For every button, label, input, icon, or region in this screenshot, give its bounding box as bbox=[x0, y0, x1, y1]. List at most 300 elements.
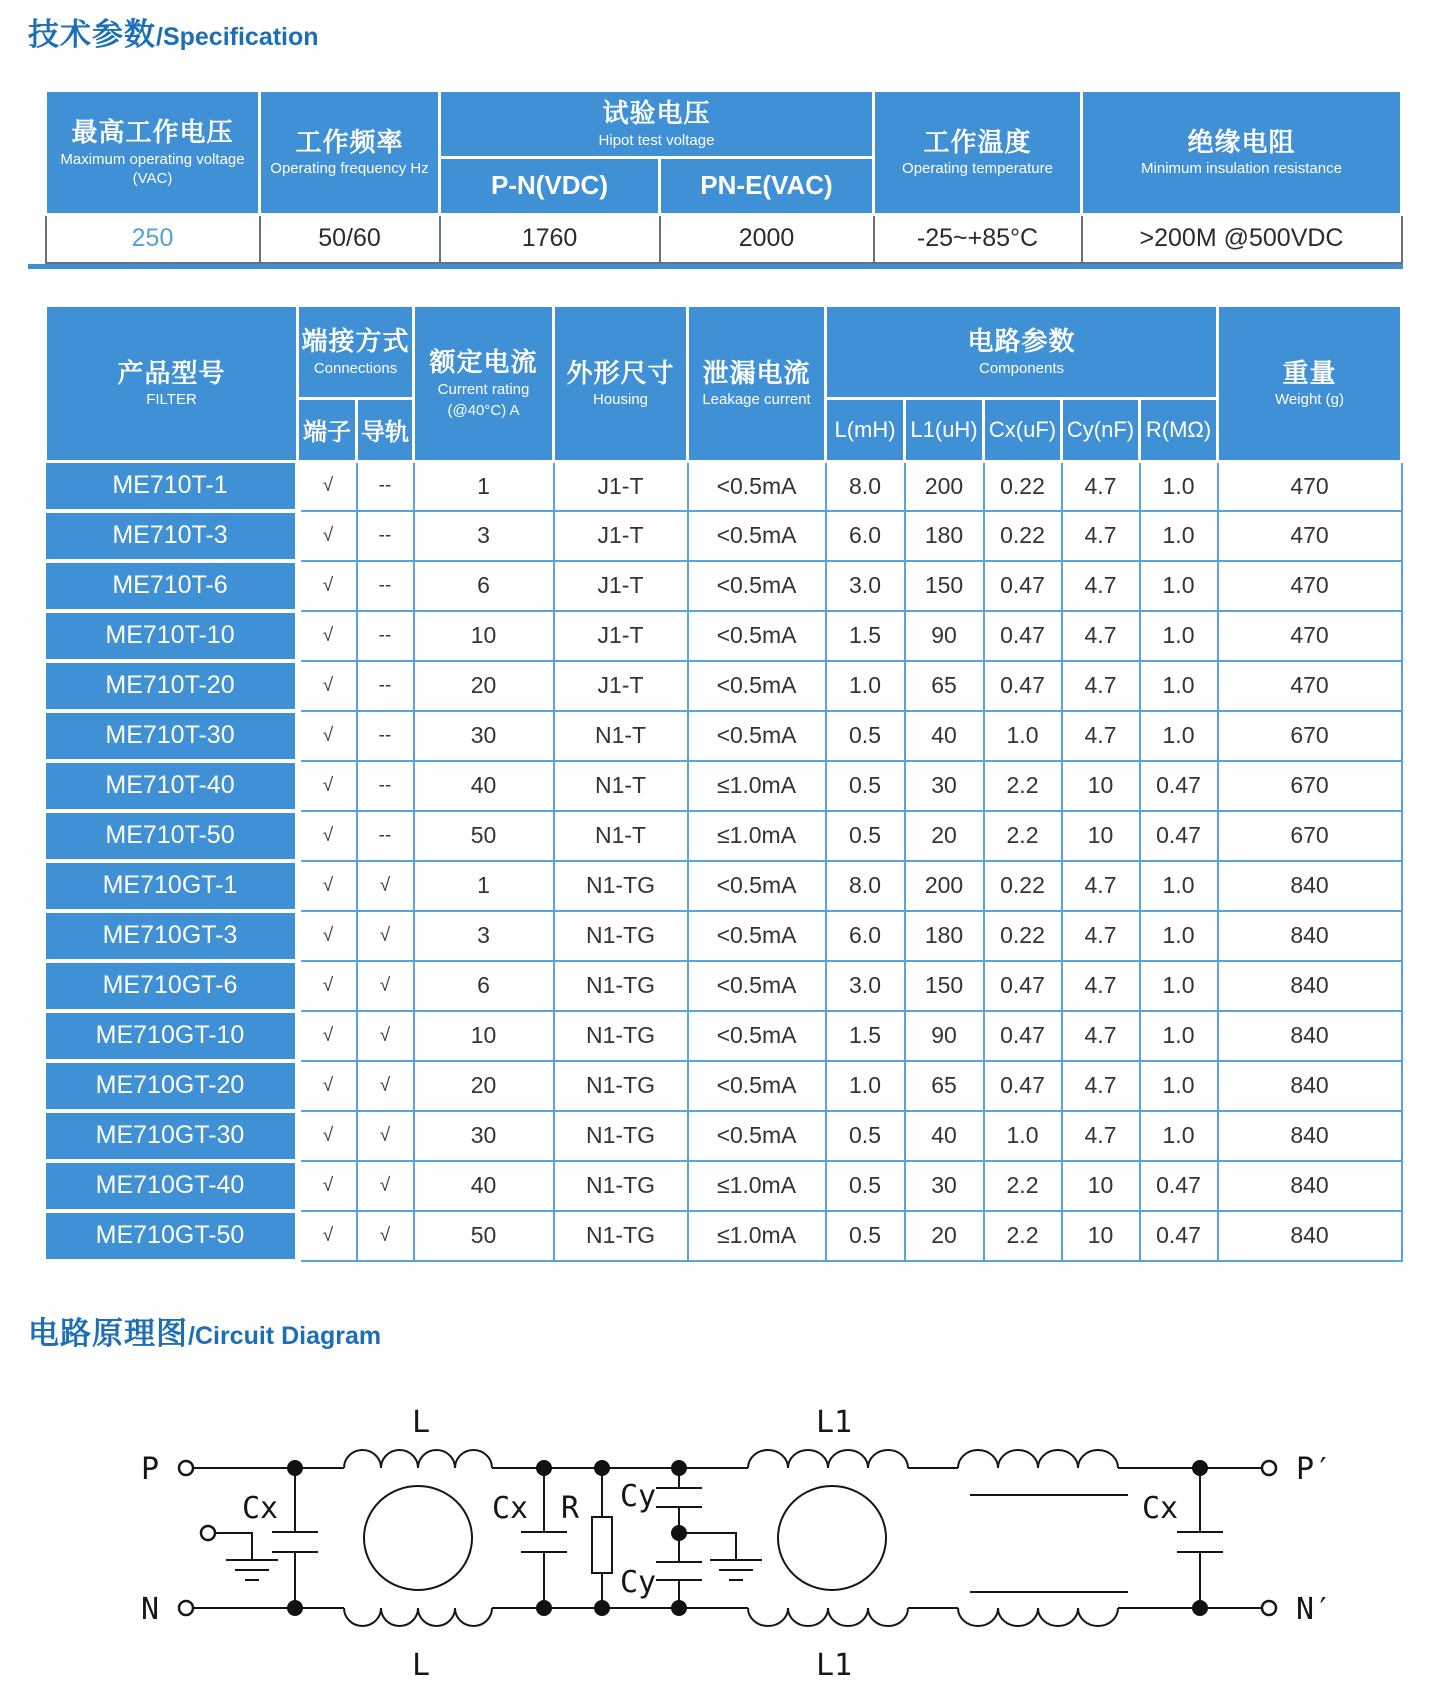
spec-title-zh: 技术参数 bbox=[28, 17, 156, 52]
ground-cy bbox=[679, 1533, 762, 1580]
l-cell: 6.0 bbox=[826, 511, 905, 561]
terminal-n-in bbox=[179, 1601, 193, 1615]
header-zh: 工作频率 bbox=[295, 126, 404, 157]
weight-cell: 470 bbox=[1218, 511, 1402, 561]
current-cell: 30 bbox=[414, 1111, 554, 1161]
cy-cell: 10 bbox=[1062, 1161, 1140, 1211]
l-cell: 1.0 bbox=[826, 1061, 905, 1111]
rail-cell: √ bbox=[357, 961, 414, 1011]
header-zh: 绝缘电阻 bbox=[1187, 126, 1296, 157]
terminal-p-out bbox=[1262, 1461, 1276, 1475]
cy-cell: 4.7 bbox=[1062, 711, 1140, 761]
cx-cell: 1.0 bbox=[984, 1111, 1062, 1161]
cx-cell: 0.47 bbox=[984, 1011, 1062, 1061]
line-wires bbox=[193, 1468, 1262, 1608]
label-r: R bbox=[560, 1490, 580, 1526]
housing-cell: N1-TG bbox=[554, 1111, 688, 1161]
header-zh: 泄漏电流 bbox=[702, 357, 811, 388]
cy-cell: 4.7 bbox=[1062, 861, 1140, 911]
label-p-in: P bbox=[140, 1451, 160, 1487]
rail-cell: -- bbox=[357, 461, 414, 511]
housing-cell: N1-TG bbox=[554, 911, 688, 961]
r-cell: 1.0 bbox=[1140, 861, 1218, 911]
r-cell: 1.0 bbox=[1140, 1111, 1218, 1161]
model-cell: ME710T-10 bbox=[46, 611, 298, 661]
l1-cell: 180 bbox=[905, 511, 984, 561]
l1-cell: 90 bbox=[905, 611, 984, 661]
label-l1-bottom: L1 bbox=[815, 1647, 853, 1683]
capacitor-cx2 bbox=[521, 1468, 567, 1608]
capacitor-cy-top bbox=[656, 1468, 702, 1533]
model-cell: ME710T-6 bbox=[46, 561, 298, 611]
col-terminal: 端子 bbox=[298, 398, 357, 461]
table-row bbox=[46, 1211, 1402, 1261]
current-cell: 6 bbox=[414, 961, 554, 1011]
l1-cell: 65 bbox=[905, 1061, 984, 1111]
max-voltage-value: 250 bbox=[46, 214, 260, 263]
label-cx1: Cx bbox=[241, 1490, 279, 1526]
table-row bbox=[46, 911, 1402, 961]
current-cell: 6 bbox=[414, 561, 554, 611]
l-cell: 0.5 bbox=[826, 761, 905, 811]
label-l-bottom: L bbox=[411, 1647, 431, 1683]
pne-vac-value: 2000 bbox=[660, 214, 874, 263]
housing-cell: J1-T bbox=[554, 611, 688, 661]
col-insulation bbox=[1082, 90, 1402, 214]
terminal-cell: √ bbox=[298, 961, 357, 1011]
l1-cell: 30 bbox=[905, 761, 984, 811]
col-r-mohm: R(MΩ) bbox=[1140, 398, 1218, 461]
terminal-cell: √ bbox=[298, 661, 357, 711]
leakage-cell: <0.5mA bbox=[688, 611, 826, 661]
terminal-cell: √ bbox=[298, 561, 357, 611]
r-cell: 1.0 bbox=[1140, 1011, 1218, 1061]
rail-cell: √ bbox=[357, 1211, 414, 1261]
product-table-body bbox=[46, 461, 1402, 1261]
header-en: Housing bbox=[592, 391, 649, 409]
leakage-cell: ≤1.0mA bbox=[688, 761, 826, 811]
header-zh: 工作温度 bbox=[923, 126, 1032, 157]
model-cell: ME710T-1 bbox=[46, 461, 298, 511]
cx-cell: 0.47 bbox=[984, 611, 1062, 661]
weight-cell: 840 bbox=[1218, 1111, 1402, 1161]
table-row bbox=[46, 561, 1402, 611]
col-current bbox=[414, 305, 554, 461]
header-zh: 试验电压 bbox=[602, 98, 711, 129]
current-cell: 20 bbox=[414, 661, 554, 711]
rail-cell: √ bbox=[357, 1011, 414, 1061]
table-row bbox=[46, 461, 1402, 511]
l1-cell: 150 bbox=[905, 961, 984, 1011]
table-row bbox=[46, 1161, 1402, 1211]
spec-table bbox=[44, 89, 1403, 264]
rail-cell: -- bbox=[357, 511, 414, 561]
leakage-cell: <0.5mA bbox=[688, 511, 826, 561]
col-components bbox=[826, 305, 1218, 398]
table-row bbox=[46, 511, 1402, 561]
rail-cell: √ bbox=[357, 1161, 414, 1211]
leakage-cell: <0.5mA bbox=[688, 661, 826, 711]
choke-l bbox=[344, 1450, 492, 1626]
weight-cell: 470 bbox=[1218, 461, 1402, 511]
header-en2: (@40°C) A bbox=[447, 401, 520, 419]
capacitor-cx1 bbox=[272, 1468, 318, 1608]
l1-cell: 90 bbox=[905, 1011, 984, 1061]
rail-cell: -- bbox=[357, 561, 414, 611]
table-row bbox=[46, 1011, 1402, 1061]
cy-cell: 4.7 bbox=[1062, 561, 1140, 611]
cx-cell: 0.22 bbox=[984, 461, 1062, 511]
r-cell: 1.0 bbox=[1140, 561, 1218, 611]
cx-cell: 0.22 bbox=[984, 861, 1062, 911]
l1-cell: 200 bbox=[905, 861, 984, 911]
terminal-cell: √ bbox=[298, 461, 357, 511]
rail-cell: √ bbox=[357, 1111, 414, 1161]
housing-cell: N1-TG bbox=[554, 1011, 688, 1061]
cx-cell: 0.47 bbox=[984, 661, 1062, 711]
leakage-cell: <0.5mA bbox=[688, 1111, 826, 1161]
header-en: FILTER bbox=[146, 391, 197, 409]
label-n-in: N bbox=[140, 1591, 160, 1627]
cy-cell: 4.7 bbox=[1062, 911, 1140, 961]
housing-cell: J1-T bbox=[554, 661, 688, 711]
col-cy-nf: Cy(nF) bbox=[1062, 398, 1140, 461]
weight-cell: 840 bbox=[1218, 1061, 1402, 1111]
terminal-n-out bbox=[1262, 1601, 1276, 1615]
cx-cell: 0.47 bbox=[984, 961, 1062, 1011]
cy-cell: 10 bbox=[1062, 1211, 1140, 1261]
col-cx-uf: Cx(uF) bbox=[984, 398, 1062, 461]
current-cell: 30 bbox=[414, 711, 554, 761]
col-max-voltage bbox=[46, 90, 260, 214]
r-cell: 0.47 bbox=[1140, 1161, 1218, 1211]
col-frequency bbox=[260, 90, 440, 214]
col-l-mh: L(mH) bbox=[826, 398, 905, 461]
terminal-cell: √ bbox=[298, 711, 357, 761]
cx-cell: 2.2 bbox=[984, 1161, 1062, 1211]
r-cell: 1.0 bbox=[1140, 1061, 1218, 1111]
housing-cell: J1-T bbox=[554, 461, 688, 511]
rail-cell: -- bbox=[357, 811, 414, 861]
terminal-cell: √ bbox=[298, 611, 357, 661]
terminal-cell: √ bbox=[298, 1211, 357, 1261]
l1-cell: 180 bbox=[905, 911, 984, 961]
leakage-cell: <0.5mA bbox=[688, 461, 826, 511]
table-row bbox=[46, 961, 1402, 1011]
current-cell: 10 bbox=[414, 611, 554, 661]
col-hipot bbox=[440, 90, 874, 157]
leakage-cell: ≤1.0mA bbox=[688, 1211, 826, 1261]
header-en: Minimum insulation resistance bbox=[1141, 160, 1342, 178]
col-pn-vdc bbox=[440, 157, 660, 214]
leakage-cell: ≤1.0mA bbox=[688, 811, 826, 861]
r-cell: 1.0 bbox=[1140, 461, 1218, 511]
current-cell: 10 bbox=[414, 1011, 554, 1061]
weight-cell: 670 bbox=[1218, 711, 1402, 761]
label-n-out: N′ bbox=[1295, 1591, 1333, 1627]
l-cell: 8.0 bbox=[826, 461, 905, 511]
r-cell: 1.0 bbox=[1140, 511, 1218, 561]
spec-values-row bbox=[46, 214, 1402, 263]
terminal-cell: √ bbox=[298, 1161, 357, 1211]
current-cell: 40 bbox=[414, 761, 554, 811]
frequency-value: 50/60 bbox=[260, 214, 440, 263]
header-en: Components bbox=[978, 359, 1065, 377]
model-cell: ME710T-3 bbox=[46, 511, 298, 561]
r-cell: 1.0 bbox=[1140, 661, 1218, 711]
terminal-cell: √ bbox=[298, 911, 357, 961]
label-cy-top: Cy bbox=[619, 1478, 657, 1514]
table-row bbox=[46, 761, 1402, 811]
col-pne-vac bbox=[660, 157, 874, 214]
leakage-cell: <0.5mA bbox=[688, 1061, 826, 1111]
cx-cell: 0.47 bbox=[984, 1061, 1062, 1111]
header-en: Weight (g) bbox=[1275, 391, 1344, 409]
terminal-cell: √ bbox=[298, 511, 357, 561]
r-cell: 0.47 bbox=[1140, 811, 1218, 861]
weight-cell: 470 bbox=[1218, 661, 1402, 711]
current-cell: 50 bbox=[414, 1211, 554, 1261]
header-zh: 外形尺寸 bbox=[566, 357, 675, 388]
table-row bbox=[46, 1111, 1402, 1161]
terminal-p-in bbox=[179, 1461, 193, 1475]
table-row bbox=[46, 611, 1402, 661]
cy-cell: 4.7 bbox=[1062, 1111, 1140, 1161]
current-cell: 20 bbox=[414, 1061, 554, 1111]
header-en: Maximum operating voltage (VAC) bbox=[60, 150, 260, 187]
weight-cell: 670 bbox=[1218, 811, 1402, 861]
cx-cell: 2.2 bbox=[984, 811, 1062, 861]
l-cell: 0.5 bbox=[826, 1211, 905, 1261]
cy-cell: 10 bbox=[1062, 811, 1140, 861]
model-cell: ME710GT-40 bbox=[46, 1161, 298, 1211]
choke-l1 bbox=[748, 1450, 908, 1626]
r-cell: 1.0 bbox=[1140, 711, 1218, 761]
pn-vdc-value: 1760 bbox=[440, 214, 660, 263]
rail-cell: -- bbox=[357, 711, 414, 761]
l-cell: 6.0 bbox=[826, 911, 905, 961]
leakage-cell: <0.5mA bbox=[688, 911, 826, 961]
cy-cell: 4.7 bbox=[1062, 611, 1140, 661]
cx-cell: 2.2 bbox=[984, 761, 1062, 811]
cy-cell: 4.7 bbox=[1062, 1011, 1140, 1061]
label-cy-bottom: Cy bbox=[619, 1564, 657, 1600]
cy-cell: 4.7 bbox=[1062, 961, 1140, 1011]
label-cx2: Cx bbox=[491, 1490, 529, 1526]
terminal-cell: √ bbox=[298, 761, 357, 811]
table-row bbox=[46, 811, 1402, 861]
table-row bbox=[46, 661, 1402, 711]
header-sub: P-N(VDC) bbox=[491, 170, 608, 201]
terminal-cell: √ bbox=[298, 1061, 357, 1111]
current-cell: 50 bbox=[414, 811, 554, 861]
housing-cell: N1-TG bbox=[554, 1061, 688, 1111]
r-cell: 1.0 bbox=[1140, 911, 1218, 961]
header-zh: 电路参数 bbox=[967, 326, 1076, 357]
model-cell: ME710GT-3 bbox=[46, 911, 298, 961]
l-cell: 0.5 bbox=[826, 811, 905, 861]
cy-cell: 4.7 bbox=[1062, 461, 1140, 511]
housing-cell: N1-T bbox=[554, 711, 688, 761]
leakage-cell: <0.5mA bbox=[688, 1011, 826, 1061]
cy-cell: 4.7 bbox=[1062, 1061, 1140, 1111]
housing-cell: N1-T bbox=[554, 811, 688, 861]
label-l-top: L bbox=[411, 1404, 431, 1440]
model-cell: ME710T-40 bbox=[46, 761, 298, 811]
l-cell: 0.5 bbox=[826, 711, 905, 761]
model-cell: ME710GT-50 bbox=[46, 1211, 298, 1261]
header-en: Leakage current bbox=[702, 391, 811, 409]
header-zh: 重量 bbox=[1282, 357, 1337, 388]
rail-cell: √ bbox=[357, 911, 414, 961]
leakage-cell: <0.5mA bbox=[688, 861, 826, 911]
header-en: Current rating bbox=[437, 380, 530, 398]
header-en: Operating temperature bbox=[902, 160, 1053, 178]
current-cell: 40 bbox=[414, 1161, 554, 1211]
header-zh: 产品型号 bbox=[117, 357, 226, 388]
housing-cell: N1-TG bbox=[554, 961, 688, 1011]
terminal-cell: √ bbox=[298, 1111, 357, 1161]
terminal-cell: √ bbox=[298, 811, 357, 861]
r-cell: 1.0 bbox=[1140, 961, 1218, 1011]
current-cell: 1 bbox=[414, 861, 554, 911]
circuit-title-en: /Circuit Diagram bbox=[188, 1321, 382, 1350]
label-cx3: Cx bbox=[1141, 1490, 1179, 1526]
product-table bbox=[44, 304, 1403, 1263]
col-l1-uh: L1(uH) bbox=[905, 398, 984, 461]
header-en: Operating frequency Hz bbox=[270, 160, 429, 178]
spec-title-en: /Specification bbox=[156, 23, 319, 51]
housing-cell: N1-TG bbox=[554, 861, 688, 911]
l1-cell: 20 bbox=[905, 1211, 984, 1261]
current-cell: 3 bbox=[414, 511, 554, 561]
l1-cell: 30 bbox=[905, 1161, 984, 1211]
col-model bbox=[46, 305, 298, 461]
weight-cell: 840 bbox=[1218, 911, 1402, 961]
model-cell: ME710GT-20 bbox=[46, 1061, 298, 1111]
table-row bbox=[46, 1061, 1402, 1111]
cx-cell: 2.2 bbox=[984, 1211, 1062, 1261]
leakage-cell: <0.5mA bbox=[688, 711, 826, 761]
current-cell: 3 bbox=[414, 911, 554, 961]
ground-input bbox=[201, 1526, 278, 1580]
cy-cell: 10 bbox=[1062, 761, 1140, 811]
col-leakage bbox=[688, 305, 826, 461]
l-cell: 1.5 bbox=[826, 1011, 905, 1061]
leakage-cell: ≤1.0mA bbox=[688, 1161, 826, 1211]
terminal-cell: √ bbox=[298, 861, 357, 911]
model-cell: ME710T-20 bbox=[46, 661, 298, 711]
spec-section-title bbox=[28, 16, 1400, 53]
l-cell: 0.5 bbox=[826, 1161, 905, 1211]
l1-cell: 65 bbox=[905, 661, 984, 711]
leakage-cell: <0.5mA bbox=[688, 561, 826, 611]
weight-cell: 470 bbox=[1218, 561, 1402, 611]
weight-cell: 840 bbox=[1218, 1211, 1402, 1261]
col-temperature bbox=[874, 90, 1082, 214]
col-housing bbox=[554, 305, 688, 461]
cy-cell: 4.7 bbox=[1062, 511, 1140, 561]
housing-cell: J1-T bbox=[554, 511, 688, 561]
current-cell: 1 bbox=[414, 461, 554, 511]
circuit-diagram bbox=[118, 1360, 1378, 1690]
circuit-title-zh: 电路原理图 bbox=[28, 1315, 188, 1351]
r-cell: 0.47 bbox=[1140, 1211, 1218, 1261]
model-cell: ME710GT-6 bbox=[46, 961, 298, 1011]
housing-cell: N1-TG bbox=[554, 1161, 688, 1211]
cx-cell: 0.22 bbox=[984, 511, 1062, 561]
rail-cell: √ bbox=[357, 861, 414, 911]
capacitor-cy-bottom bbox=[656, 1533, 702, 1608]
weight-cell: 670 bbox=[1218, 761, 1402, 811]
temperature-value: -25~+85°C bbox=[874, 214, 1082, 263]
terminal-cell: √ bbox=[298, 1011, 357, 1061]
weight-cell: 840 bbox=[1218, 861, 1402, 911]
l-cell: 0.5 bbox=[826, 1111, 905, 1161]
r-cell: 1.0 bbox=[1140, 611, 1218, 661]
label-p-out: P′ bbox=[1295, 1451, 1333, 1487]
col-rail: 导轨 bbox=[357, 398, 414, 461]
l1-cell: 40 bbox=[905, 711, 984, 761]
cx-cell: 1.0 bbox=[984, 711, 1062, 761]
header-zh: 额定电流 bbox=[429, 347, 538, 378]
header-zh: 端接方式 bbox=[301, 326, 410, 357]
model-cell: ME710GT-10 bbox=[46, 1011, 298, 1061]
weight-cell: 840 bbox=[1218, 1161, 1402, 1211]
weight-cell: 840 bbox=[1218, 961, 1402, 1011]
l1-cell: 40 bbox=[905, 1111, 984, 1161]
rail-cell: √ bbox=[357, 1061, 414, 1111]
weight-cell: 840 bbox=[1218, 1011, 1402, 1061]
header-en: Connections bbox=[313, 359, 398, 377]
l-cell: 1.5 bbox=[826, 611, 905, 661]
rail-cell: -- bbox=[357, 661, 414, 711]
l1-cell: 150 bbox=[905, 561, 984, 611]
resistor-r bbox=[592, 1468, 612, 1608]
circuit-section-title bbox=[28, 1315, 1400, 1352]
model-cell: ME710GT-30 bbox=[46, 1111, 298, 1161]
header-sub: PN-E(VAC) bbox=[700, 170, 833, 201]
l-cell: 1.0 bbox=[826, 661, 905, 711]
weight-cell: 470 bbox=[1218, 611, 1402, 661]
cx-cell: 0.22 bbox=[984, 911, 1062, 961]
inductor-core bbox=[958, 1450, 1128, 1626]
l-cell: 3.0 bbox=[826, 561, 905, 611]
col-weight bbox=[1218, 305, 1402, 461]
table-row bbox=[46, 861, 1402, 911]
cy-cell: 4.7 bbox=[1062, 661, 1140, 711]
model-cell: ME710GT-1 bbox=[46, 861, 298, 911]
model-cell: ME710T-30 bbox=[46, 711, 298, 761]
housing-cell: J1-T bbox=[554, 561, 688, 611]
table-row bbox=[46, 711, 1402, 761]
r-cell: 0.47 bbox=[1140, 761, 1218, 811]
header-zh: 最高工作电压 bbox=[71, 117, 234, 148]
housing-cell: N1-T bbox=[554, 761, 688, 811]
capacitor-cx3 bbox=[1177, 1468, 1223, 1608]
housing-cell: N1-TG bbox=[554, 1211, 688, 1261]
l1-cell: 20 bbox=[905, 811, 984, 861]
l1-cell: 200 bbox=[905, 461, 984, 511]
col-connections bbox=[298, 305, 414, 398]
model-cell: ME710T-50 bbox=[46, 811, 298, 861]
rail-cell: -- bbox=[357, 761, 414, 811]
rail-cell: -- bbox=[357, 611, 414, 661]
l-cell: 8.0 bbox=[826, 861, 905, 911]
label-l1-top: L1 bbox=[815, 1404, 853, 1440]
insulation-value: >200M @500VDC bbox=[1082, 214, 1402, 263]
header-en: Hipot test voltage bbox=[598, 131, 715, 149]
